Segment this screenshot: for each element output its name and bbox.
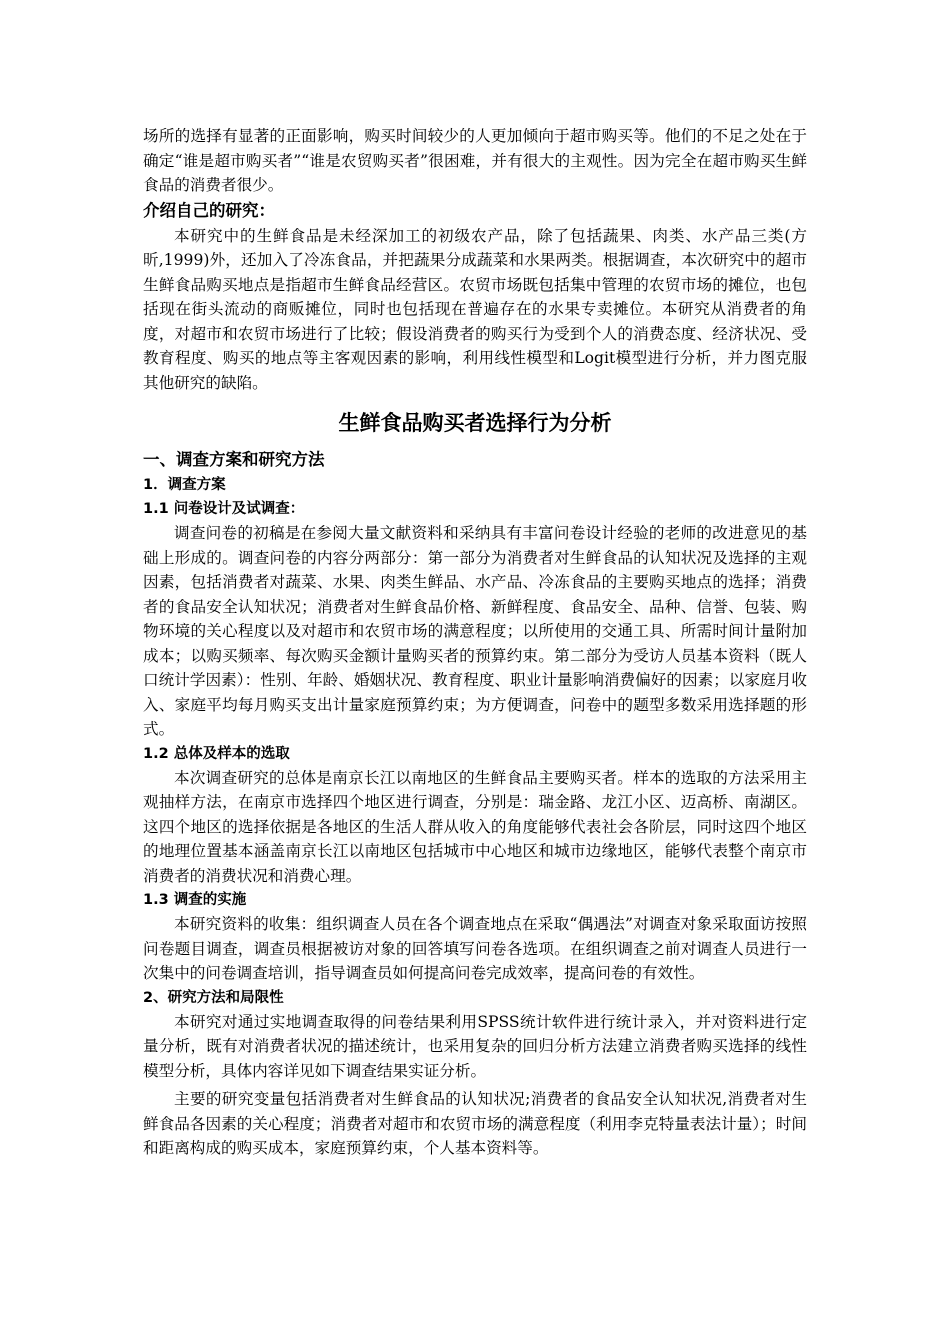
subsection-heading-1-2: 1.2 总体及样本的选取 bbox=[143, 745, 290, 762]
paragraph-variables: 主要的研究变量包括消费者对生鲜食品的认知状况;消费者的食品安全认知状况,消费者对生鲜食品各因素的关心程度；消费者对超市和农贸市场的满意程度（利用李克特量表法计量）；时间和距离构成的购买成本，家庭预算约束，个人基本资料等。 bbox=[143, 1090, 807, 1157]
paragraph-sample: 本次调查研究的总体是南京长江以南地区的生鲜食品主要购买者。样本的选取的方法采用主观抽样方法，在南京市选择四个地区进行调查，分别是：瑞金路、龙江小区、迈高桥、南湖区。这四个地区的选择依据是各地区的生活人群从收入的角度能够代表社会各阶层，同时这四个地区的地理位置基本涵盖南京长江以南地区包括城市中心地区和城市边缘地区，能够代表整个南京市消费者的消费状况和消费心理。 bbox=[143, 768, 807, 885]
intro-heading: 介绍自己的研究： bbox=[143, 200, 275, 220]
paragraph-implementation: 本研究资料的收集：组织调查人员在各个调查地点在采取“偶遇法”对调查对象采取面访按照问卷题目调查，调查员根据被访对象的回答填写问卷各选项。在组织调查之前对调查人员进行一次集中的问卷调查培训，指导调查员如何提高问卷完成效率，提高问卷的有效性。 bbox=[143, 915, 807, 982]
document-body bbox=[143, 124, 807, 1161]
paragraph-questionnaire: 调查问卷的初稿是在参阅大量文献资料和采纳具有丰富问卷设计经验的老师的改进意见的基础上形成的。调查问卷的内容分两部分：第一部分为消费者对生鲜食品的认知状况及选择的主观因素，包括消费者对蔬菜、水果、肉类生鲜品、水产品、冷冻食品的主要购买地点的选择；消费者的食品安全认知状况；消费者对生鲜食品价格、新鲜程度、食品安全、品种、信誉、包装、购物环境的关心程度以及对超市和农贸市场的满意程度；以所使用的交通工具、所需时间计量附加成本；以购买频率、每次购买金额计量购买者的预算约束。第二部分为受访人员基本资料（既人口统计学因素）：性别、年龄、婚姻状况、教育程度、职业计量影响消费偏好的因素；以家庭月收入、家庭平均每月购买支出计量家庭预算约束；为方便调查，问卷中的题型多数采用选择题的形式。 bbox=[143, 524, 807, 738]
subsection-heading-1-3: 1.3 调查的实施 bbox=[143, 892, 247, 908]
subsection-heading-1: 1．调查方案 bbox=[143, 477, 226, 493]
subsection-heading-1-1: 1.1 问卷设计及试调查： bbox=[143, 501, 305, 517]
paragraph-methods: 本研究对通过实地调查取得的问卷结果利用SPSS统计软件进行统计录入，并对资料进行定量分析，既有对消费者状况的描述统计，也采用复杂的回归分析方法建立消费者购买选择的线性模型分析，具体内容详见如下调查结果实证分析。 bbox=[143, 1012, 807, 1080]
section-heading-1: 一、调查方案和研究方法 bbox=[143, 450, 325, 469]
page-title: 生鲜食品购买者选择行为分析 bbox=[338, 411, 612, 435]
subsection-heading-2: 2、研究方法和局限性 bbox=[143, 989, 284, 1006]
paragraph-research-intro: 本研究中的生鲜食品是未经深加工的初级农产品，除了包括蔬果、肉类、水产品三类(方昕,1999)外，还加入了冷冻食品，并把蔬果分成蔬菜和水果两类。根据调查，本次研究中的超市生鲜食品购买地点是指超市生鲜食品经营区。农贸市场既包括集中管理的农贸市场的摊位，也包括现在街头流动的商贩摊位，同时也包括现在普遍存在的水果专卖摊位。本研究从消费者的角度，对超市和农贸市场进行了比较；假设消费者的购买行为受到个人的消费态度、经济状况、受教育程度、购买的地点等主客观因素的影响，利用线性模型和Logit模型进行分析，并力图克服其他研究的缺陷。 bbox=[143, 226, 807, 392]
paragraph-continuation: 场所的选择有显著的正面影响，购买时间较少的人更加倾向于超市购买等。他们的不足之处在于确定“谁是超市购买者”“谁是农贸购买者”很困难，并有很大的主观性。因为完全在超市购买生鲜食品的消费者很少。 bbox=[143, 127, 807, 194]
